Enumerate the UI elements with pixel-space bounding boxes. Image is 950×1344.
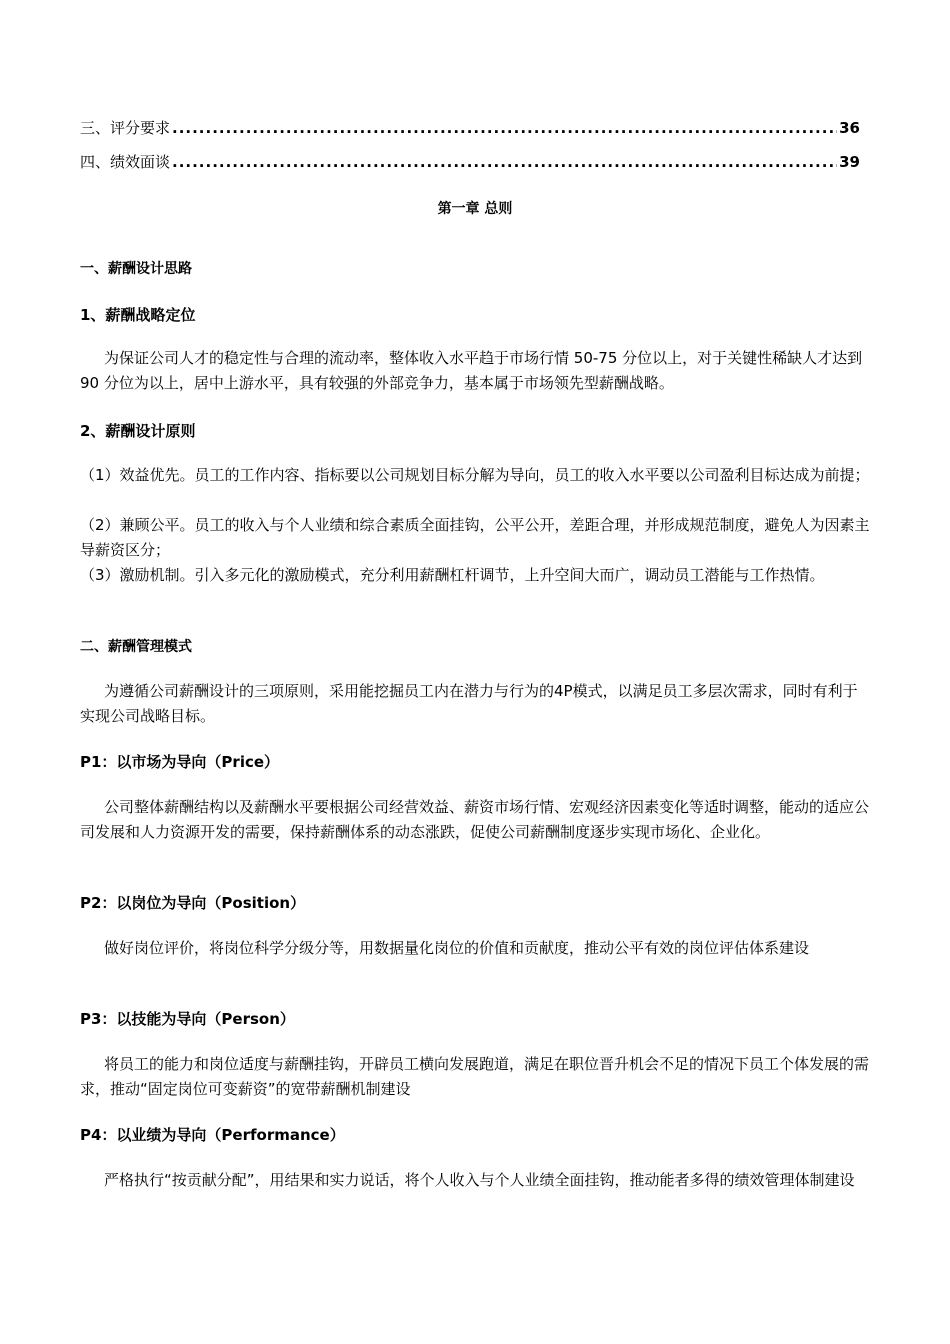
section-heading-management-mode: 二、薪酬管理模式 (80, 639, 192, 655)
paragraph-salary-strategy: 为保证公司人才的稳定性与合理的流动率，整体收入水平趋于市场行情 50-75 分位以上，对于关键性稀缺人才达到 90 分位为以上，居中上游水平，具有较强的外部竞争力，基本属于市场领先型薪酬战略。 (80, 349, 863, 392)
toc-entry-label: 三、评分要求 (80, 119, 171, 137)
toc-entry-page: 36 (839, 119, 860, 137)
section-heading-salary-design: 一、薪酬设计思路 (80, 261, 192, 277)
paragraph-p3-person: 将员工的能力和岗位适度与薪酬挂钩，开辟员工横向发展跑道，满足在职位晋升机会不足的情况下员工个体发展的需求，推动“固定岗位可变薪资”的宽带薪酬机制建设 (80, 1055, 870, 1098)
subheading-salary-strategy: 1、薪酬战略定位 (80, 306, 196, 324)
paragraph-p1-price: 公司整体薪酬结构以及薪酬水平要根据公司经营效益、薪资市场行情、宏观经济因素变化等适时调整，能动的适应公司发展和人力资源开发的需要，保持薪酬体系的动态涨跌，促使公司薪酬制度逐步实现市场化、企业化。 (80, 798, 870, 841)
subheading-p4-performance: P4：以业绩为导向（Performance） (80, 1126, 345, 1144)
toc-entry[interactable] (80, 117, 860, 141)
principle-item-efficiency: （1）效益优先。员工的工作内容、指标要以公司规划目标分解为导向，员工的收入水平要以公司盈利目标达成为前提； (80, 466, 870, 484)
paragraph-p4-performance: 严格执行“按贡献分配”，用结果和实力说话，将个人收入与个人业绩全面挂钩，推动能者多得的绩效管理体制建设 (104, 1171, 855, 1189)
subheading-p3-person: P3：以技能为导向（Person） (80, 1010, 295, 1028)
toc-entry[interactable] (80, 151, 860, 175)
toc-leader-dots (172, 119, 837, 137)
principle-item-incentive: （3）激励机制。引入多元化的激励模式，充分利用薪酬杠杆调节，上升空间大而广，调动员工潜能与工作热情。 (80, 566, 825, 584)
toc-entry-label: 四、绩效面谈 (80, 153, 171, 171)
chapter-title: 第一章 总则 (437, 201, 513, 217)
principle-item-fairness: （2）兼顾公平。员工的收入与个人业绩和综合素质全面挂钩，公平公开，差距合理，并形成规范制度，避免人为因素主导薪资区分； (80, 516, 870, 559)
toc-leader-dots (172, 153, 837, 171)
paragraph-p2-position: 做好岗位评价，将岗位科学分级分等，用数据量化岗位的价值和贡献度，推动公平有效的岗位评估体系建设 (104, 939, 810, 957)
subheading-p2-position: P2：以岗位为导向（Position） (80, 894, 306, 912)
subheading-p1-price: P1：以市场为导向（Price） (80, 753, 280, 771)
toc-entry-page: 39 (839, 153, 860, 171)
paragraph-4p-intro: 为遵循公司薪酬设计的三项原则，采用能挖掘员工内在潜力与行为的4P模式，以满足员工多层次需求，同时有利于实现公司战略目标。 (80, 682, 858, 725)
subheading-design-principles: 2、薪酬设计原则 (80, 422, 196, 440)
